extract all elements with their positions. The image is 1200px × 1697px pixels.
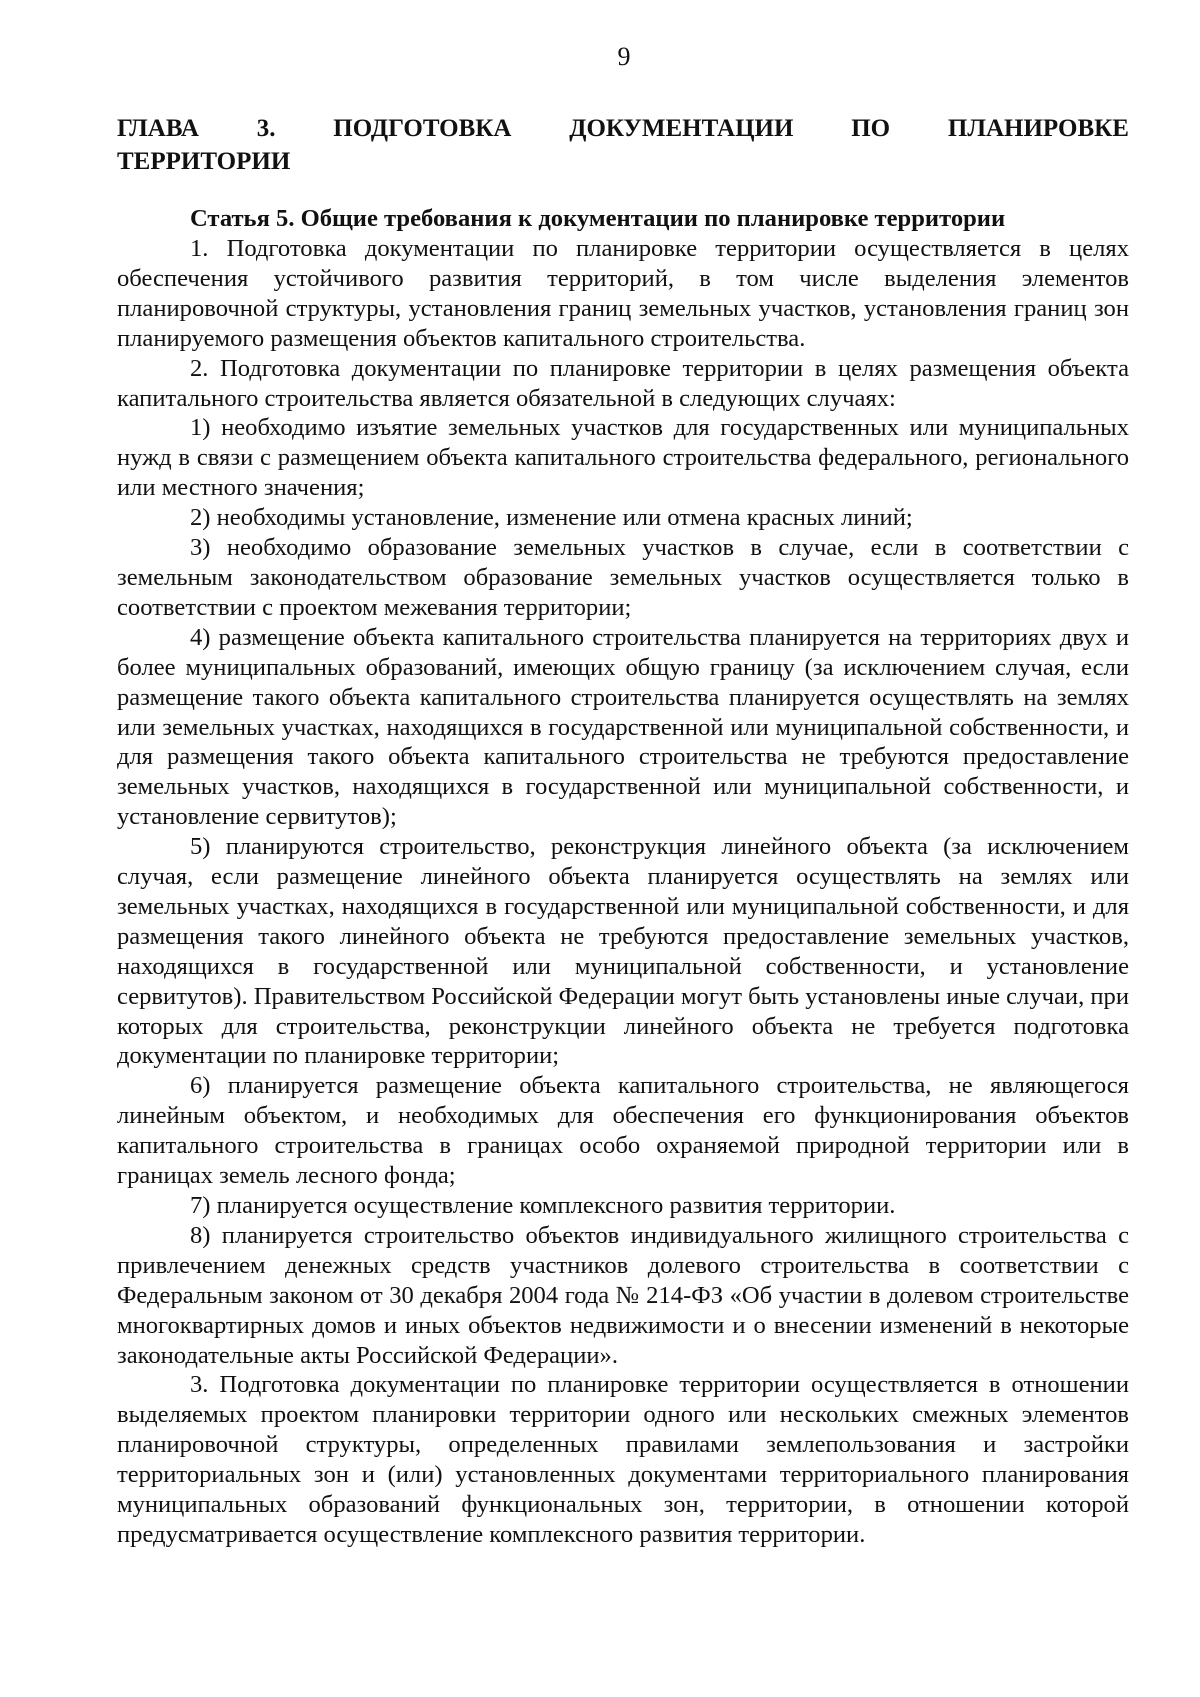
- list-item-1: 1) необходимо изъятие земельных участков для государственных или муниципальных нужд в связи с размещением объекта капитального строительства федерального, регионального или местного значения;: [117, 414, 1129, 502]
- list-item-4: 4) размещение объекта капитального строительства планируется на территориях двух и более муниципальных образований, имеющих общую границу (за исключением случая, если размещение такого объекта капитального строительства планируется осуществлять на землях или земельных участках, находящихся в государственной или муниципальной собственности, и для размещения такого объекта капитального строительства не требуются предоставление земельных участков, находящихся в государственной или муниципальной собственности, и установление сервитутов);: [117, 623, 1129, 831]
- list-item-6: 6) планируется размещение объекта капитального строительства, не являющегося линейным объектом, и необходимых для обеспечения его функционирования объектов капитального строительства в границах особо охраняемой природной территории или в границах земель лесного фонда;: [117, 1072, 1129, 1190]
- chapter-word: ДОКУМЕНТАЦИИ: [569, 115, 794, 142]
- chapter-word: 3.: [256, 115, 276, 142]
- paragraph-2: 2. Подготовка документации по планировке территории в целях размещения объекта капитального строительства является обязательной в следующих случаях:: [117, 354, 1129, 412]
- list-item-7: 7) планируется осуществление комплексного развития территории.: [190, 1192, 896, 1219]
- list-item-3: 3) необходимо образование земельных участков в случае, если в соответствии с земельным законодательством образование земельных участков осуществляется только в соответствии с проектом межевания территории;: [117, 534, 1129, 621]
- paragraph-1: 1. Подготовка документации по планировке территории осуществляется в целях обеспечения устойчивого развития территорий, в том числе выделения элементов планировочной структуры, установления границ земельных участков, установления границ зон планируемого размещения объектов капитального строительства.: [117, 235, 1129, 352]
- chapter-word: ПОДГОТОВКА: [333, 115, 512, 142]
- chapter-title-line-1: [117, 112, 1129, 145]
- chapter-word: ПО: [851, 115, 891, 142]
- document-body: [117, 112, 1129, 1550]
- chapter-word: ГЛАВА: [117, 115, 199, 142]
- list-item-5: 5) планируются строительство, реконструкция линейного объекта (за исключением случая, если размещение линейного объекта планируется осуществлять на землях или земельных участках, находящихся в государственной или муниципальной собственности, и для размещения такого линейного объекта не требуются предоставление земельных участков, находящихся в государственной или муниципальной собственности, и установление сервитутов). Правительством Российской Федерации могут быть установлены иные случаи, при которых для строительства, реконструкции линейного объекта не требуется подготовка документации по планировке территории;: [117, 833, 1129, 1070]
- page-number: 9: [617, 42, 631, 71]
- list-item-8: 8) планируется строительство объектов индивидуального жилищного строительства с привлечением денежных средств участников долевого строительства в соответствии с Федеральным законом от 30 декабря 2004 года № 214-ФЗ «Об участии в долевом строительстве многоквартирных домов и иных объектов недвижимости и о внесении изменений в некоторые законодательные акты Российской Федерации».: [117, 1221, 1129, 1369]
- chapter-title: [117, 112, 1129, 178]
- list-item-2: 2) необходимы установление, изменение или отмена красных линий;: [190, 504, 913, 532]
- article-title: Статья 5. Общие требования к документации по планировке территории: [190, 205, 1006, 232]
- paragraph-3: 3. Подготовка документации по планировке территории осуществляется в отношении выделяемых проектом планировки территории одного или нескольких смежных элементов планировочной структуры, определенных правилами землепользования и застройки территориальных зон и (или) установленных документами территориального планирования муниципальных образований функциональных зон, территории, в отношении которой предусматривается осуществление комплексного развития территории.: [117, 1371, 1129, 1548]
- chapter-title-line-2: ТЕРРИТОРИИ: [117, 148, 291, 175]
- chapter-word: ПЛАНИРОВКЕ: [947, 115, 1129, 142]
